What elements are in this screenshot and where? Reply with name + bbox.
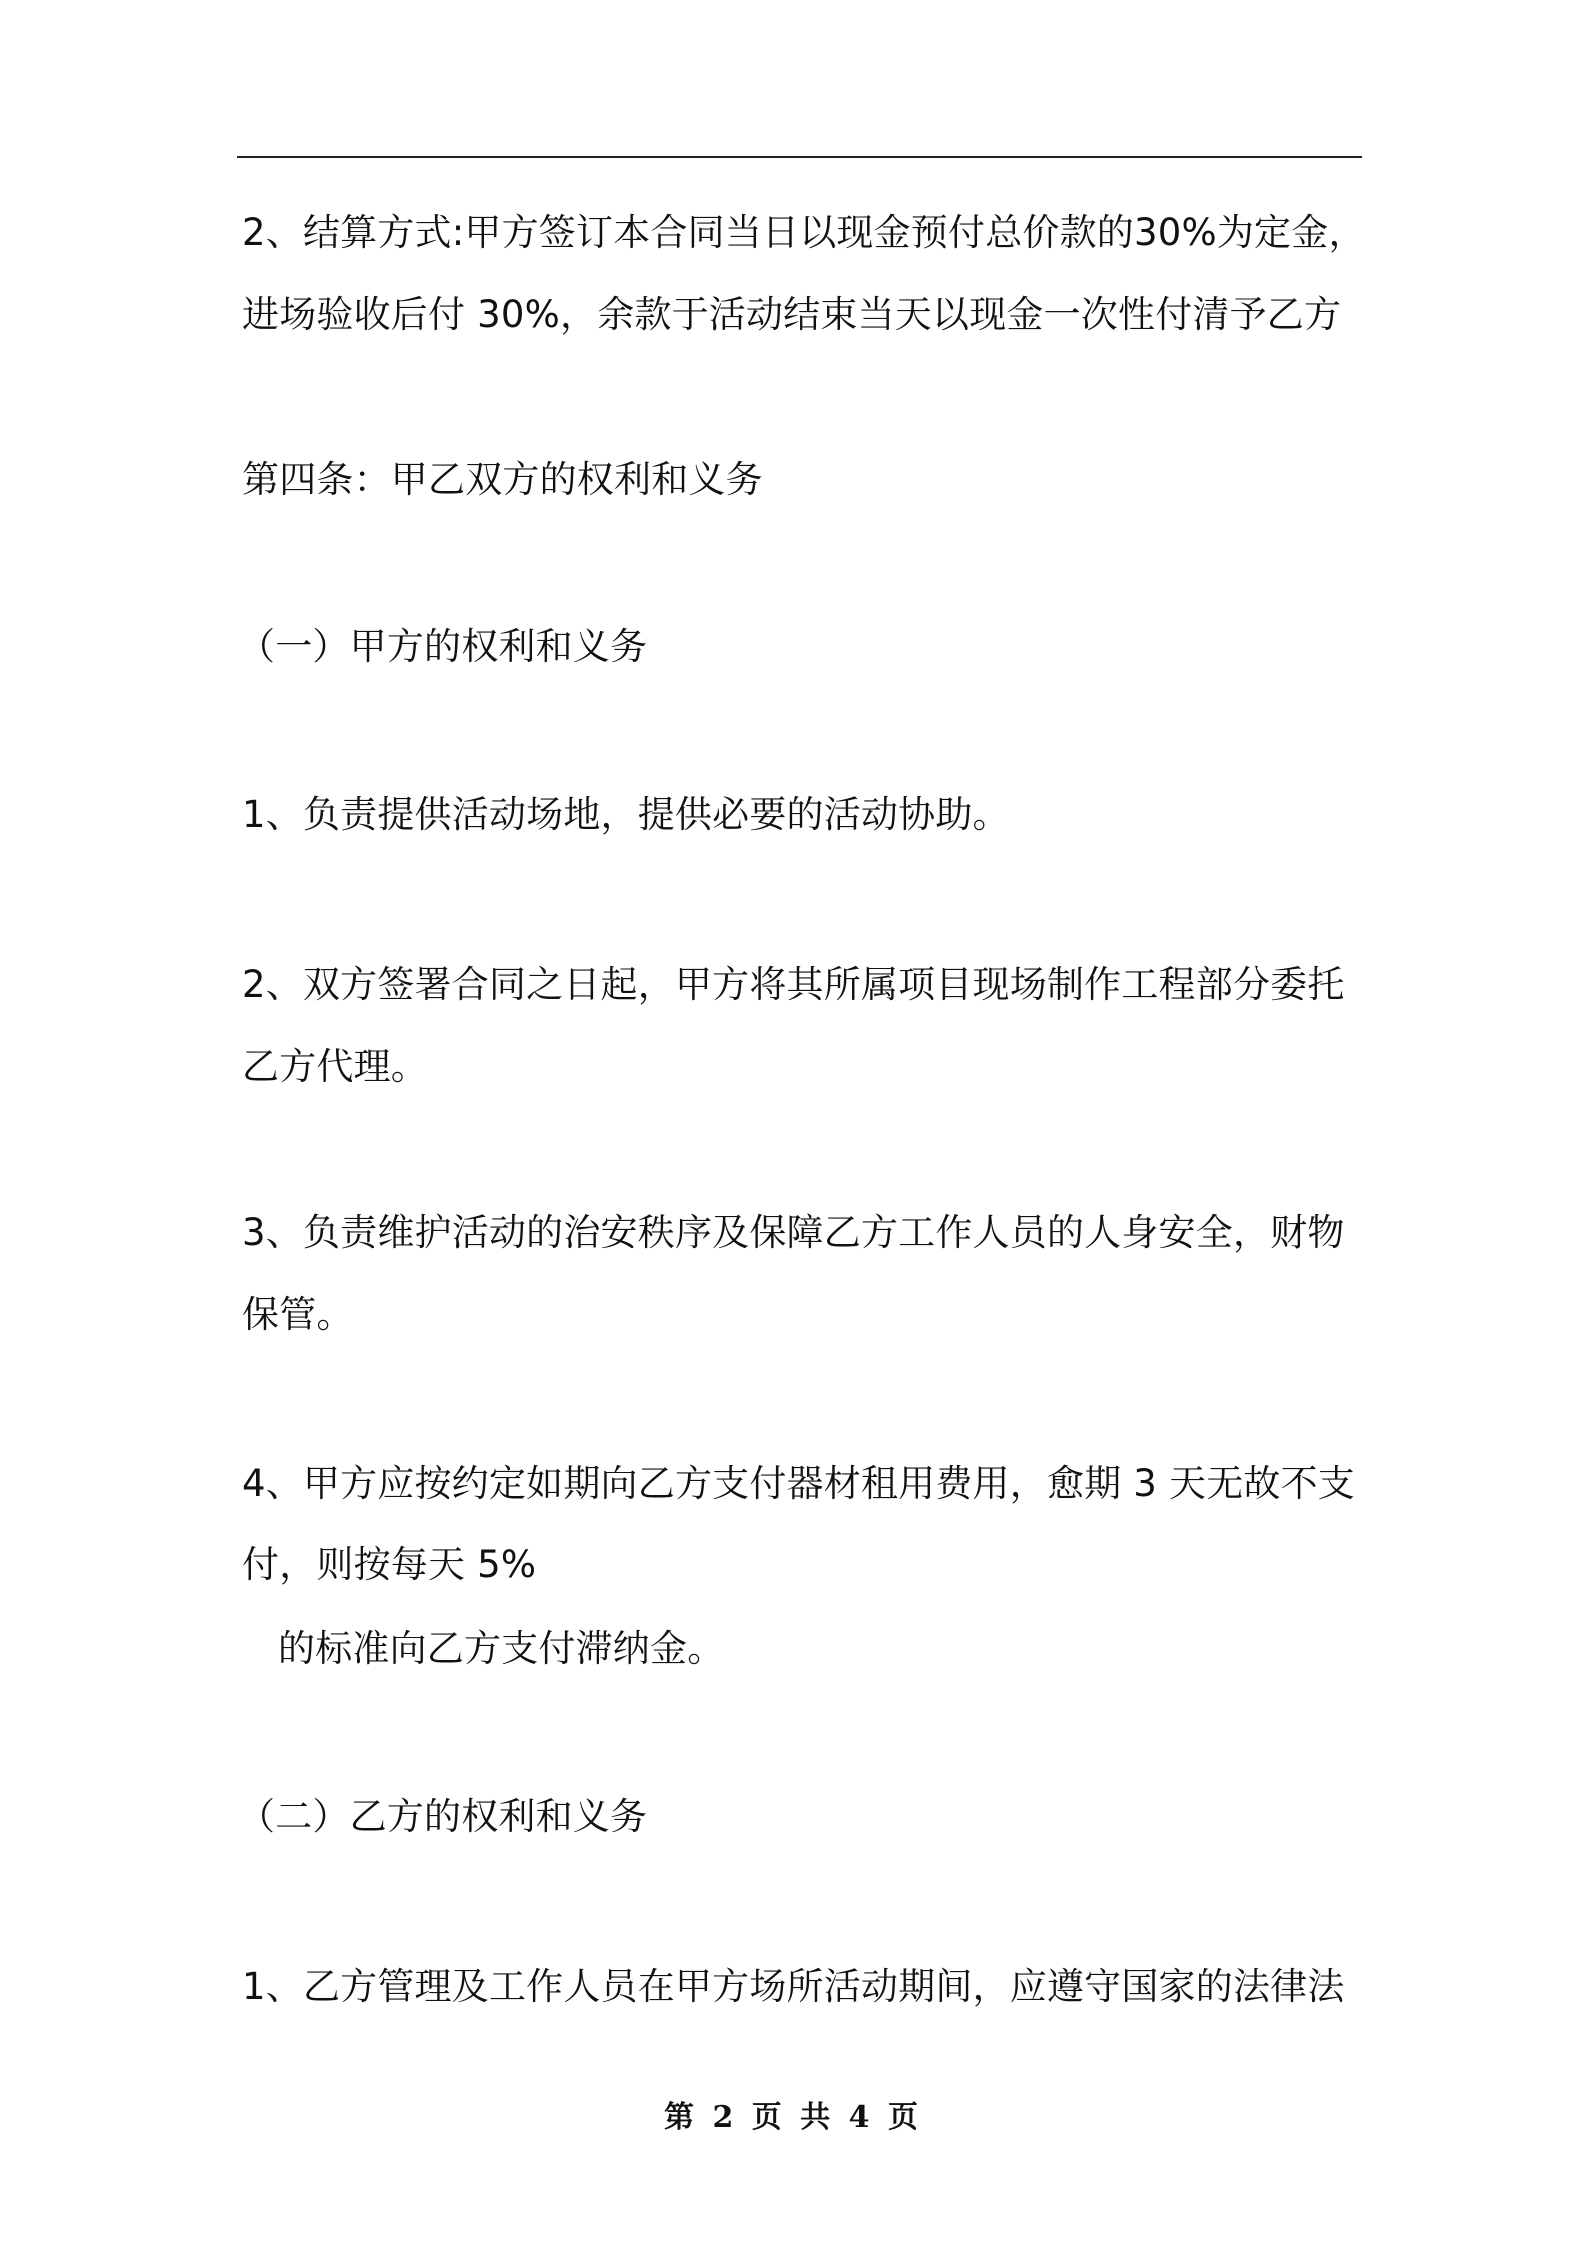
party-a-item-4-line-1: 4、甲方应按约定如期向乙方支付器材租用费用，愈期 3 天无故不支: [242, 1462, 1356, 1505]
party-a-item-3-line-2: 保管。: [242, 1293, 354, 1336]
party-a-item-3-line-1: 3、负责维护活动的治安秩序及保障乙方工作人员的人身安全，财物: [242, 1211, 1345, 1254]
party-a-item-2-line-1: 2、双方签署合同之日起，甲方将其所属项目现场制作工程部分委托: [242, 963, 1345, 1006]
clause-settlement-line-1: 2、结算方式:甲方签订本合同当日以现金预付总价款的30%为定金，: [242, 211, 1366, 254]
page-number-footer: 第 2 页 共 4 页: [664, 2100, 922, 2135]
header-rule: [237, 156, 1362, 158]
party-b-subheading: （二）乙方的权利和义务: [238, 1795, 648, 1838]
article-four-heading: 第四条：甲乙双方的权利和义务: [242, 458, 763, 501]
party-a-subheading: （一）甲方的权利和义务: [238, 625, 648, 668]
party-a-item-1: 1、负责提供活动场地，提供必要的活动协助。: [242, 793, 1010, 836]
party-a-item-4-line-2: 付，则按每天 5%: [242, 1543, 537, 1586]
party-a-item-2-line-2: 乙方代理。: [242, 1045, 428, 1088]
party-b-item-1: 1、乙方管理及工作人员在甲方场所活动期间，应遵守国家的法律法: [242, 1965, 1345, 2008]
party-a-item-4-line-3: 的标准向乙方支付滞纳金。: [278, 1627, 725, 1670]
clause-settlement-line-2: 进场验收后付 30%，余款于活动结束当天以现金一次性付清予乙方: [242, 293, 1342, 336]
